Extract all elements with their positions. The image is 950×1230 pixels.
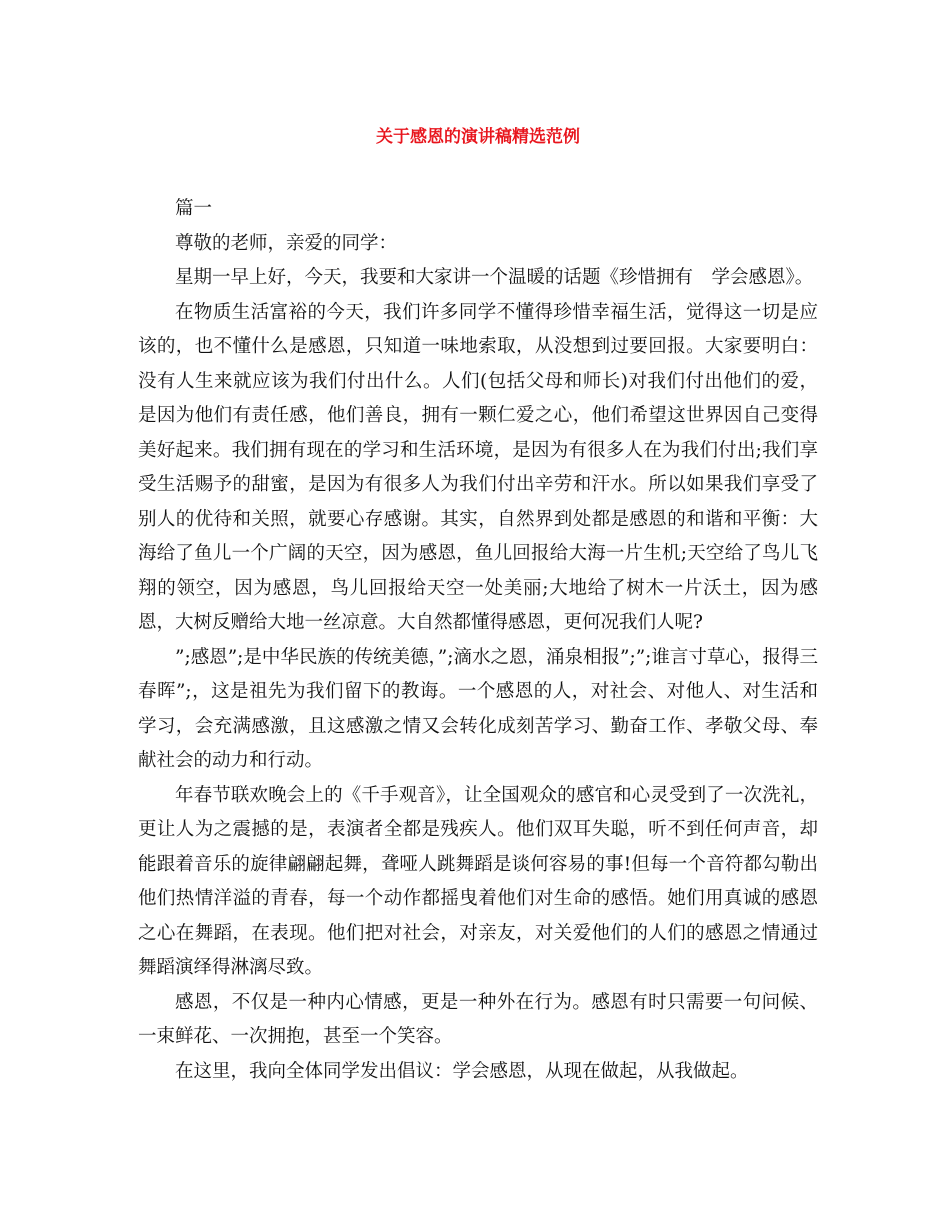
salutation: 尊敬的老师，亲爱的同学：	[175, 232, 398, 254]
paragraph-2: 在物质生活富裕的今天，我们许多同学不懂得珍惜幸福生活，觉得这一切是应该的，也不懂什么是感恩，只知道一味地索取，从没想到过要回报。大家要明白：没有人生来就应该为我们付出什么。人们(包括父母和师长)对我们付出他们的爱，是因为他们有责任感，他们善良，拥有一颗仁爱之心，他们希望这世界因自己变得美好起来。我们拥有现在的学习和生活环境，是因为有很多人在为我们付出;我们享受生活赐予的甜蜜，是因为有很多人为我们付出辛劳和汗水。所以如果我们享受了别人的优待和关照，就要心存感谢。其实，自然界到处都是感恩的和谐和平衡：大海给了鱼儿一个广阔的天空，因为感恩，鱼儿回报给大海一片生机;天空给了鸟儿飞翔的领空，因为感恩，鸟儿回报给天空一处美丽;大地给了树木一片沃土，因为感恩，大树反赠给大地一丝凉意。大自然都懂得感恩，更何况我们人呢?	[138, 301, 818, 633]
section-heading: 篇一	[175, 198, 213, 219]
paragraph-5: 感恩，不仅是一种内心情感，更是一种外在行为。感恩有时只需要一句问候、一束鲜花、一次拥抱，甚至一个笑容。	[138, 991, 818, 1047]
paragraph-3: ”;感恩”;是中华民族的传统美德，”;滴水之恩，涌泉相报”;”;谁言寸草心，报得三春晖”;，这是祖先为我们留下的教诲。一个感恩的人，对社会、对他人、对生活和学习，会充满感激，且这感激之情又会转化成刻苦学习、勤奋工作、孝敬父母、奉献社会的动力和行动。	[138, 646, 818, 771]
paragraph-4: 年春节联欢晚会上的《千手观音》，让全国观众的感官和心灵受到了一次洗礼，更让人为之震撼的是，表演者全都是残疾人。他们双耳失聪，听不到任何声音，却能跟着音乐的旋律翩翩起舞，聋哑人跳舞蹈是谈何容易的事!但每一个音符都勾勒出他们热情洋溢的青春，每一个动作都摇曳着他们对生命的感悟。她们用真诚的感恩之心在舞蹈，在表现。他们把对社会，对亲友，对关爱他们的人们的感恩之情通过舞蹈演绎得淋漓尽致。	[138, 784, 818, 978]
document-body	[138, 192, 818, 1089]
document-title: 关于感恩的演讲稿精选范例	[376, 127, 580, 147]
paragraph-6: 在这里，我向全体同学发出倡议：学会感恩，从现在做起，从我做起。	[175, 1060, 749, 1082]
paragraph-1: 星期一早上好，今天，我要和大家讲一个温暖的话题《珍惜拥有 学会感恩》。	[175, 267, 814, 288]
